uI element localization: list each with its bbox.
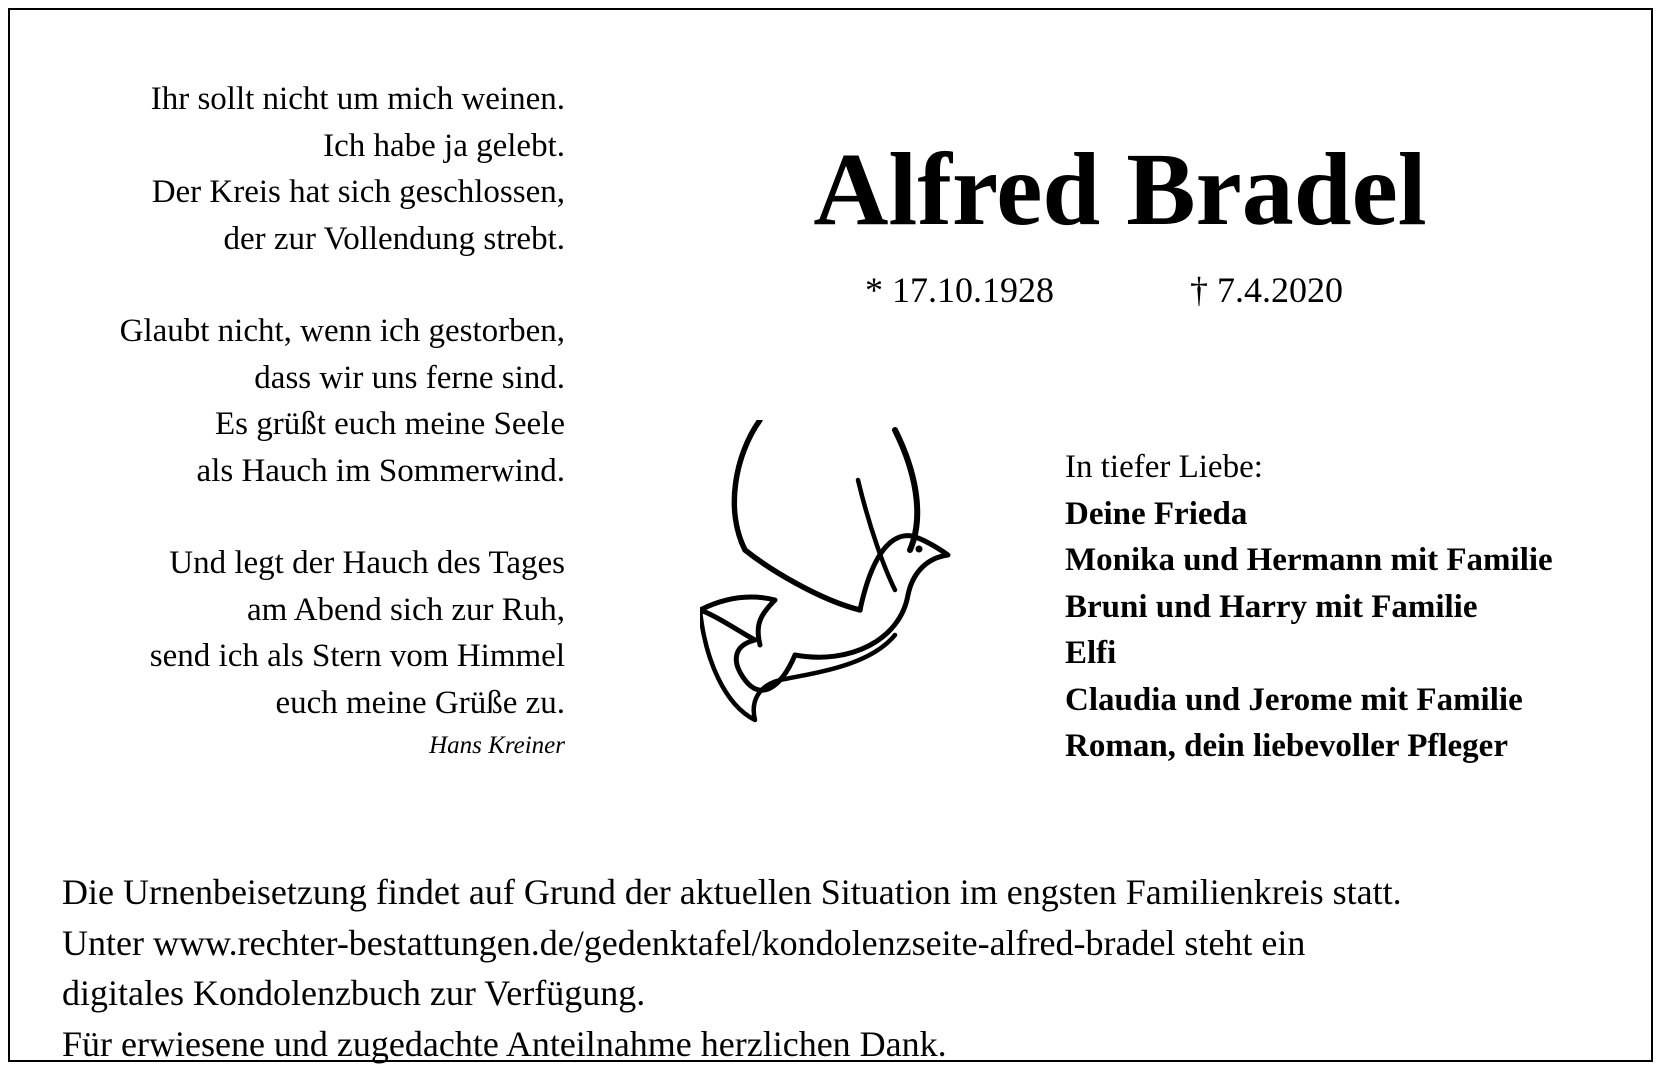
family-member: Elfi bbox=[1065, 635, 1117, 671]
poem-stanza-2 bbox=[30, 308, 565, 494]
poem-line: send ich als Stern vom Himmel bbox=[149, 638, 565, 674]
family-member: Monika und Hermann mit Familie bbox=[1065, 542, 1553, 578]
burial-notice bbox=[62, 867, 1652, 1069]
notice-line: digitales Kondolenzbuch zur Verfügung. bbox=[62, 973, 646, 1013]
family-member: Claudia und Jerome mit Familie bbox=[1065, 681, 1523, 718]
birth-date: * 17.10.1928 bbox=[865, 270, 1054, 310]
poem-stanza-1 bbox=[30, 76, 565, 262]
family-member: Bruni und Harry mit Familie bbox=[1065, 588, 1478, 625]
deceased-name: Alfred Bradel bbox=[813, 132, 1427, 247]
poem-stanza-3 bbox=[30, 540, 565, 726]
poem-line: Und legt der Hauch des Tages bbox=[169, 545, 565, 581]
dove-icon bbox=[700, 420, 970, 735]
poem-line: Glaubt nicht, wenn ich gestorben, bbox=[119, 313, 565, 349]
obituary-frame bbox=[8, 8, 1653, 1062]
poem-line: am Abend sich zur Ruh, bbox=[246, 591, 565, 628]
notice-line: Die Urnenbeisetzung findet auf Grund der aktuellen Situation im engsten Familienkreis statt. bbox=[62, 872, 1402, 912]
notice-line: Unter www.rechter-bestattungen.de/gedenktafel/kondolenzseite-alfred-bradel steht ein bbox=[62, 922, 1306, 963]
poem-line: euch meine Grüße zu. bbox=[275, 684, 565, 721]
poem-line: Ich habe ja gelebt. bbox=[323, 127, 565, 164]
family-signatures bbox=[1065, 444, 1553, 770]
notice-line: Für erwiesene und zugedachte Anteilnahme herzlichen Dank. bbox=[62, 1023, 947, 1064]
family-member: Deine Frieda bbox=[1065, 495, 1248, 532]
poem-line: dass wir uns ferne sind. bbox=[254, 359, 565, 396]
poem-line: als Hauch im Sommerwind. bbox=[196, 452, 565, 489]
poem-line: Es grüßt euch meine Seele bbox=[214, 406, 565, 442]
family-intro: In tiefer Liebe: bbox=[1065, 449, 1263, 485]
poem-author: Hans Kreiner bbox=[429, 732, 565, 759]
death-date: † 7.4.2020 bbox=[1190, 270, 1343, 310]
family-member: Roman, dein liebevoller Pfleger bbox=[1065, 728, 1508, 764]
poem-line: Ihr sollt nicht um mich weinen. bbox=[150, 81, 565, 117]
poem-line: der zur Vollendung strebt. bbox=[223, 220, 565, 257]
poem-line: Der Kreis hat sich geschlossen, bbox=[151, 174, 565, 210]
memorial-poem bbox=[30, 76, 565, 766]
